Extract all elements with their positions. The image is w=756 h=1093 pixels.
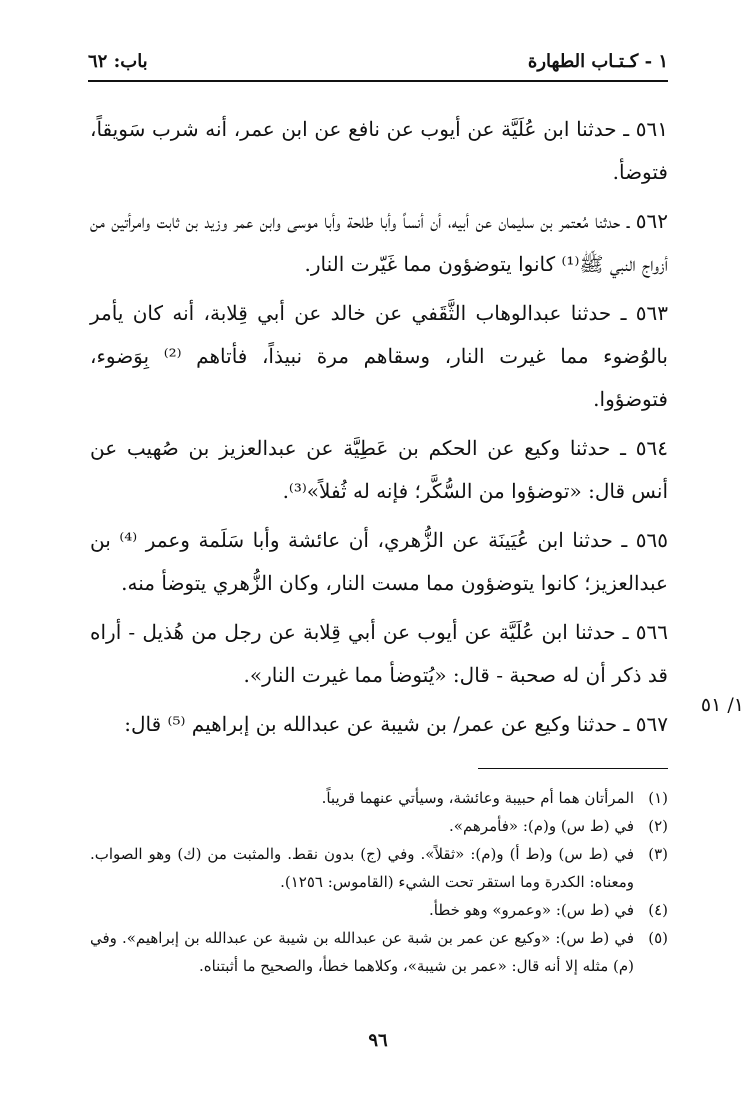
footnote-4 xyxy=(90,896,668,924)
hadith-562: ٥٦٢ ـ حدثنا مُعتمر بن سليمان عن أبيه، أن أنساً وأبا طلحة وأبا موسى وابن عمر وزيد بن ثابت وامرأتين من أزواج النبي ﷺ⁽¹⁾ كانوا يتوضؤون مما غَيّرت النار. xyxy=(90,209,668,276)
hadith-567: ٥٦٧ ـ حدثنا وكيع عن عمر/ بن شيبة عن عبدالله بن إبراهيم ⁽⁵⁾ قال: xyxy=(124,712,668,736)
page-number: ٩٦ xyxy=(368,1030,388,1051)
footnote-2 xyxy=(90,812,668,840)
main-text xyxy=(90,108,668,752)
header-divider xyxy=(88,80,668,82)
footnote-number: (٥) xyxy=(648,929,668,947)
footnote-divider xyxy=(478,768,668,769)
footnote-number: (٤) xyxy=(648,901,668,919)
footnote-5 xyxy=(90,924,668,980)
footnote-1 xyxy=(90,784,668,812)
footnote-text: في (ط س) و(م): «فأمرهم». xyxy=(449,817,634,835)
hadith-566: ٥٦٦ ـ حدثنا ابن عُلَيَّة عن أيوب عن أبي قِلابة عن رجل من هُذيل - أراه قد ذكر أن له صحبة - قال: «يُتوضأ مما غيرت النار». xyxy=(90,620,668,687)
hadith-561: ٥٦١ ـ حدثنا ابن عُلَيَّة عن أيوب عن نافع عن ابن عمر، أنه شرب سَويقاً، فتوضأ. xyxy=(90,117,668,184)
footnote-text: المرأتان هما أم حبيبة وعائشة، وسيأتي عنهما قريباً. xyxy=(321,789,634,807)
manuscript-margin-note: ١/ ٥١ xyxy=(700,694,744,716)
chapter-label: باب: ٦٢ xyxy=(88,50,148,72)
footnote-number: (٢) xyxy=(648,817,668,835)
page-header xyxy=(88,46,668,76)
book-title: ١ - كـتـاب الطهارة xyxy=(527,50,668,72)
hadith-565: ٥٦٥ ـ حدثنا ابن عُيَينَة عن الزُّهري، أن عائشة وأبا سَلَمة وعمر ⁽⁴⁾ بن عبدالعزيز؛ كانوا يتوضؤون مما مست النار، وكان الزُّهري يتوضأ منه. xyxy=(90,528,668,595)
footnote-text: في (ط س): «وكيع عن عمر بن شبة عن عبدالله بن شيبة عن عبدالله بن إبراهيم». وفي (م) مثله إلا أنه قال: «عمر بن شيبة»، وكلاهما خطأ، والصحيح ما أثبتناه. xyxy=(90,929,634,975)
footnote-text: في (ط س): «وعمرو» وهو خطأ. xyxy=(428,901,634,919)
footnote-number: (١) xyxy=(648,789,668,807)
hadith-564: ٥٦٤ ـ حدثنا وكيع عن الحكم بن عَطِيَّة عن عبدالعزيز بن صُهيب عن أنس قال: «توضؤوا من السُّكَّر؛ فإنه له ثُفلاً»⁽³⁾. xyxy=(90,436,668,503)
footnote-number: (٣) xyxy=(648,845,668,863)
hadith-563: ٥٦٣ ـ حدثنا عبدالوهاب الثَّقَفي عن خالد عن أبي قِلابة، أنه كان يأمر بالوُضوء مما غيرت النار، وسقاهم مرة نبيذاً، فأتاهم ⁽²⁾ بِوَضوء، فتوضؤوا. xyxy=(90,301,668,411)
footnote-3 xyxy=(90,840,668,896)
footnotes xyxy=(90,784,668,980)
footnote-text: في (ط س) و(ط أ) و(م): «ثقلاً». وفي (ج) بدون نقط. والمثبت من (ك) وهو الصواب. ومعناه: الكدرة وما استقر تحت الشيء (القاموس: ١٢٥٦). xyxy=(90,845,634,891)
